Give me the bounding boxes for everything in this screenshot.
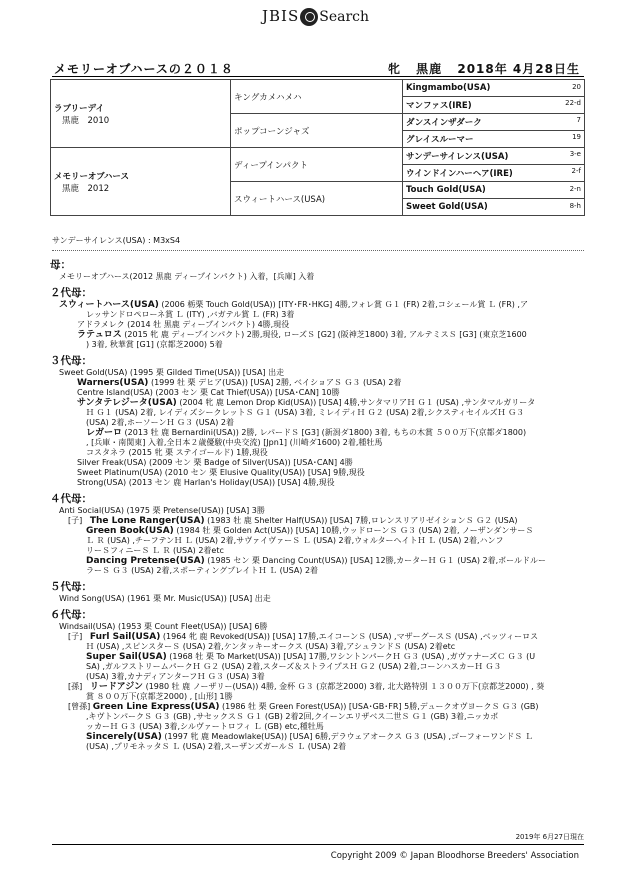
dam-cell[interactable] (51, 148, 231, 216)
list-item: レッサンドロペローネ賞 Ｌ (ITY) ,バガテル賞 Ｌ (FR) 3着 (86, 310, 295, 319)
list-item: ,キヴトンパークＳ Ｇ３ (GB) ,サセックスＳ Ｇ１ (GB) 2着2回,クイーンエリザベス二世Ｓ Ｇ１ (GB) 3着,ニッカボ (86, 712, 499, 721)
ancestor-cell[interactable] (403, 148, 585, 165)
list-item: [孫] リードアジン (1980 牡 鹿 ノーザリー(USA)) 4勝, 金杯 Ｇ３ (京都芝2000) 3着, 北大路特別 １３００万下(京都芝2000) , 葵 (68, 682, 545, 692)
list-item: Sweet Gold(USA) (1995 栗 Gilded Time(USA)) [USA] 出走 (59, 368, 285, 377)
logo-text-jbis: JBIS (261, 7, 300, 25)
logo-text-search: Search (319, 9, 370, 25)
horse-link[interactable]: リードアジン (89, 682, 144, 692)
horse-color: 黒鹿 (416, 62, 443, 76)
family-notes (50, 254, 584, 752)
list-item: Centre Island(USA) (2003 セン 栗 Cat Thief(USA)) [USA･CAN] 10勝 (77, 388, 340, 397)
list-item: (USA) 3着,カナディアンターフＨ Ｇ３ (USA) 3着 (86, 672, 265, 681)
list-item: Warners(USA) (1999 牡 栗 デヒア(USA)) [USA] 2勝, ベイショアＳ Ｇ３ (USA) 2着 (77, 378, 402, 388)
ancestor-name: ダンスインザダーク (406, 118, 482, 128)
list-item: スウィートハース(USA) (2006 栃栗 Touch Gold(USA)) [ITY･FR･HKG] 4勝,フォレ賞 Ｇ１ (FR) 2着,コシェール賞 Ｌ (FR) ,ア (59, 300, 528, 310)
ancestor-cell[interactable] (403, 199, 585, 216)
list-item: 賞 ８００万下(京都芝2000) , [山形] 1勝 (86, 692, 233, 701)
page-header (52, 60, 584, 77)
list-item: リーＳフィニーＳ Ｌ Ｒ (USA) 2着etc (86, 546, 224, 555)
ancestor-cell[interactable]: キングカメハメハ (231, 80, 403, 114)
jbis-logo[interactable] (0, 6, 631, 26)
list-item: Silver Freak(USA) (2009 セン 栗 Badge of Silver(USA)) [USA･CAN] 4勝 (77, 458, 353, 467)
horse-link[interactable]: スウィートハース(USA) (59, 300, 159, 310)
list-item: [曾孫] Green Line Express(USA) (1986 牡 栗 Green Forest(USA)) [USA･GB･FR] 5勝,デュークオヴヨークＳ Ｇ３ (GB) (68, 702, 539, 712)
list-item: SA) ,ガルフストリームパークＨ Ｇ２ (USA) 2着,スターズ＆ストライプスＨ Ｇ２ (USA) 2着,コーンハスカーＨ Ｇ３ (86, 662, 502, 671)
horse-link[interactable]: Green Book(USA) (86, 526, 174, 536)
inbreeding-note: サンデーサイレンス(USA) : M3xS4 (52, 236, 181, 245)
ancestor-cell[interactable]: ポップコーンジャズ (231, 114, 403, 148)
ancestor-name: サンデーサイレンス(USA) (406, 152, 509, 162)
dam-detail: 黒鹿 2012 (62, 183, 110, 194)
section-heading: ６代母： (50, 609, 92, 621)
family-number: 2-f (571, 167, 581, 175)
family-number: 7 (576, 116, 581, 124)
horse-emblem-icon (300, 8, 318, 26)
list-item: メモリーオブハース(2012 黒鹿 ディープインパクト) 入着，[兵庫] 入着 (59, 272, 315, 281)
horse-birthdate: 2018年 4月28日生 (457, 62, 580, 76)
section-heading: 母： (50, 259, 71, 271)
list-item: ラーＳ Ｇ３ (USA) 2着,スポーティングプレイトＨ Ｌ (USA) 2着 (86, 566, 319, 575)
divider (52, 250, 584, 251)
horse-link[interactable]: Warners(USA) (77, 378, 149, 388)
list-item: Strong(USA) (2013 セン 鹿 Harlan's Holiday(USA)) [USA] 4勝,現役 (77, 478, 335, 487)
list-item: ラテュロス (2015 牝 鹿 ディープインパクト) 2勝,現役, ローズＳ [G2] (阪神芝1800) 3着, アルテミスＳ [G3] (東京芝1600 (77, 330, 527, 340)
footer-divider (52, 844, 584, 845)
section-heading: ５代母： (50, 581, 92, 593)
horse-link[interactable]: Furl Sail(USA) (89, 632, 161, 642)
list-item: コスタネラ (2015 牝 栗 ステイゴールド) 1勝,現役 (86, 448, 268, 457)
list-item: Wind Song(USA) (1961 栗 Mr. Music(USA)) [USA] 出走 (59, 594, 271, 603)
sire-cell[interactable] (51, 80, 231, 148)
family-number: 20 (572, 83, 581, 91)
relation-tag: [子] (68, 632, 83, 641)
sire-detail: 黒鹿 2010 (62, 115, 110, 126)
list-item: (USA) ,プリモネッタＳ Ｌ (USA) 2着,スーザンズガールＳ Ｌ (USA) 2着 (86, 742, 347, 751)
horse-link[interactable]: The Lone Ranger(USA) (89, 516, 205, 526)
ancestor-name: Kingmambo(USA) (406, 83, 491, 93)
list-item: [子] Furl Sail(USA) (1964 牝 鹿 Revoked(USA)) [USA] 17勝,エイコーンＳ (USA) ,マザーグースＳ (USA) ,ベッツィーロス (68, 632, 539, 642)
section-heading: ３代母： (50, 355, 92, 367)
horse-link[interactable]: ラテュロス (77, 330, 122, 340)
ancestor-cell[interactable]: ディープインパクト (231, 148, 403, 182)
family-number: 8-h (569, 202, 581, 210)
ancestor-name: グレイスルーマー (406, 135, 474, 145)
family-number: 19 (572, 133, 581, 141)
horse-link[interactable]: レガーロ (86, 428, 123, 438)
ancestor-cell[interactable] (403, 97, 585, 114)
horse-info (378, 60, 580, 77)
list-item: Ｈ (USA) ,スピンスターＳ (USA) 2着,ケンタッキーオークス (USA) 3着,アシュランドＳ (USA) 2着etc (86, 642, 456, 651)
ancestor-name: マンファス(IRE) (406, 101, 472, 111)
list-item: サンタテレジータ(USA) (2004 牝 鹿 Lemon Drop Kid(USA)) [USA] 4勝,サンタマリアＨ Ｇ１ (USA) ,サンタマルガリータ (77, 398, 536, 408)
list-item: ッカーＨ Ｇ３ (USA) 3着,シルヴァートロフィ Ｌ (GB) etc,種牡馬 (86, 722, 324, 731)
ancestor-cell[interactable] (403, 114, 585, 131)
sire-name: ラブリーデイ (54, 103, 105, 114)
ancestor-cell[interactable] (403, 80, 585, 97)
horse-sex: 牝 (387, 62, 401, 76)
relation-tag: [孫] (68, 682, 83, 691)
list-item: Sincerely(USA) (1997 牝 鹿 Meadowlake(USA)) [USA] 6勝,デラウェアオークス Ｇ３ (USA) ,ゴーフォーワンドＳ Ｌ (86, 732, 533, 742)
list-item: Anti Social(USA) (1975 栗 Pretense(USA)) [USA] 3勝 (59, 506, 265, 515)
list-item: , [兵庫・南関東] 入着,全日本２歳優駿(中央交流) [Jpn1] (川崎ダ1600) 2着,種牡馬 (86, 438, 383, 447)
ancestor-cell[interactable] (403, 165, 585, 182)
list-item: Dancing Pretense(USA) (1985 セン 栗 Dancing Count(USA)) [USA] 12勝,カーターＨ Ｇ１ (USA) 2着,ボールドルー (86, 556, 547, 566)
list-item: Windsail(USA) (1953 栗 Count Fleet(USA)) [USA] 6勝 (59, 622, 268, 631)
list-item: Ｈ Ｇ１ (USA) 2着, レイディズシークレットＳ Ｇ１ (USA) 3着, ミレイディＨ Ｇ２ (USA) 2着,シクスティセイルズＨ Ｇ３ (86, 408, 525, 417)
pedigree-table (50, 79, 585, 216)
relation-tag: [曾孫] (68, 702, 91, 711)
list-item: アドラメレク (2014 牡 黒鹿 ディープインパクト) 4勝,現役 (77, 320, 290, 329)
list-item: Ｌ Ｒ (USA) ,チーフテンＨ Ｌ (USA) 2着,サヴァイヴァーＳ Ｌ (USA) 2着,ウォルターヘイトＨ Ｌ (USA) 2着,ハンフ (86, 536, 504, 545)
family-number: 3-e (569, 150, 581, 158)
horse-link[interactable]: Super Sail(USA) (86, 652, 167, 662)
horse-link[interactable]: サンタテレジータ(USA) (77, 398, 177, 408)
list-item: Super Sail(USA) (1968 牡 栗 To Market(USA)) [USA] 17勝,ワシントンパークＨ Ｇ３ (USA) ,ガヴァナーズＣ Ｇ３ (U (86, 652, 536, 662)
ancestor-name: ウインドインハーヘア(IRE) (406, 169, 513, 179)
relation-tag: [子] (68, 516, 83, 525)
list-item: レガーロ (2013 牡 鹿 Bernardini(USA)) 2勝, レパードＳ [G3] (新潟ダ1800) 3着, もちの木賞 ５００万下(京都ダ1800) (86, 428, 527, 438)
ancestor-name: Touch Gold(USA) (406, 185, 486, 195)
family-number: 22-d (565, 99, 581, 107)
section-heading: ２代母： (50, 287, 92, 299)
list-item: Green Book(USA) (1984 牡 栗 Golden Act(USA)) [USA] 10勝,ウッドローンＳ Ｇ３ (USA) 2着, ノーザンダンサーＳ (86, 526, 534, 536)
ancestor-name: Sweet Gold(USA) (406, 202, 488, 212)
family-number: 2-n (569, 185, 581, 193)
horse-link[interactable]: Sincerely(USA) (86, 732, 162, 742)
section-heading: ４代母： (50, 493, 92, 505)
ancestor-cell[interactable] (403, 182, 585, 199)
list-item: [子] The Lone Ranger(USA) (1983 牡 鹿 Shelter Half(USA)) [USA] 7勝,ロレンスリアリゼイションＳ Ｇ２ (USA) (68, 516, 518, 526)
horse-link[interactable]: Dancing Pretense(USA) (86, 556, 205, 566)
list-item: (USA) 2着,ホーソーンＨ Ｇ３ (USA) 2着 (86, 418, 235, 427)
copyright: Copyright 2009 © Japan Bloodhorse Breeders' Association (330, 851, 579, 861)
dam-name: メモリーオブハース (54, 171, 129, 182)
ancestor-cell[interactable] (403, 131, 585, 148)
list-item: ) 3着, 秋華賞 [G1] (京都芝2000) 5着 (86, 340, 223, 349)
ancestor-cell[interactable]: スウィートハース(USA) (231, 182, 403, 216)
page-title: メモリーオブハースの２０１８ (54, 62, 234, 76)
as-of-date: 2019年 6月27日現在 (515, 833, 584, 841)
horse-link[interactable]: Green Line Express(USA) (92, 702, 220, 712)
list-item: Sweet Platinum(USA) (2010 セン 栗 Elusive Quality(USA)) [USA] 9勝,現役 (77, 468, 365, 477)
